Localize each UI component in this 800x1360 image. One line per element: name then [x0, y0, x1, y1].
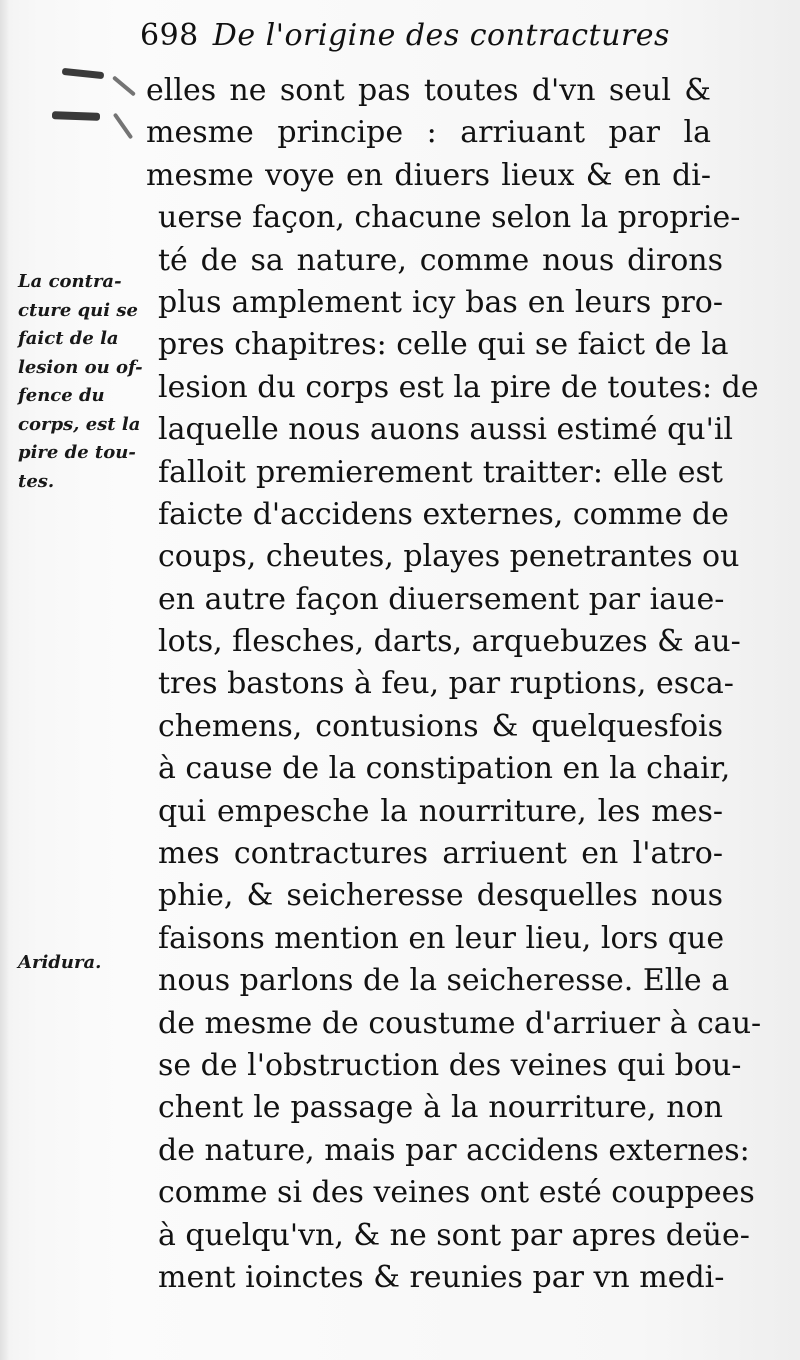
text-line: té de sa nature, comme nous dirons — [158, 242, 723, 278]
text-line: se de l'obstruction des veines qui bou- — [158, 1047, 742, 1083]
text-line: chent le passage à la nourriture, non — [158, 1090, 723, 1126]
margin-note-line: corps, est la — [18, 413, 141, 435]
margin-note-line: La contra- — [18, 271, 122, 292]
text-line: ment ioinctes & reunies par vn medi- — [158, 1259, 725, 1295]
running-title: De l'origine des contractures — [212, 18, 670, 53]
margin-note-line: faict de la — [18, 328, 119, 349]
text-line: de nature, mais par accidens externes: — [158, 1132, 750, 1168]
margin-note-line: cture qui se — [18, 299, 138, 321]
ink-stroke-mark — [52, 111, 100, 121]
text-line: lesion du corps est la pire de toutes: de — [158, 369, 759, 405]
text-line: à cause de la constipation en la chair, — [158, 751, 731, 787]
page-gutter-shadow — [0, 0, 10, 1360]
text-line: pres chapitres: celle qui se faict de la — [158, 327, 729, 363]
text-line: faicte d'accidens externes, comme de — [158, 496, 729, 532]
margin-note-lesion — [18, 268, 158, 496]
text-line: de mesme de coustume d'arriuer à cau- — [158, 1005, 762, 1041]
text-line: mes contractures arriuent en l'atro- — [158, 836, 723, 872]
text-line: mesme principe : arriuant par la — [146, 115, 711, 151]
body-text — [146, 70, 762, 1299]
text-line: qui empesche la nourriture, les mes- — [158, 793, 723, 829]
text-line: à quelqu'vn, & ne sont par apres deüe- — [158, 1217, 750, 1253]
text-line: laquelle nous auons aussi estimé qu'il — [158, 412, 734, 448]
text-line: comme si des veines ont esté couppees — [158, 1175, 755, 1211]
text-line: coups, cheutes, playes penetrantes ou — [158, 539, 740, 575]
text-line: elles ne sont pas toutes d'vn seul & — [146, 73, 711, 108]
text-line: mesme voye en diuers lieux & en di- — [146, 157, 711, 193]
margin-note-line: lesion ou of- — [18, 356, 143, 378]
text-line: chemens, contusions & quelquesfois — [158, 708, 723, 744]
margin-note-line: tes. — [18, 470, 55, 492]
text-line: phie, & seicheresse desquelles nous — [158, 878, 723, 914]
ink-stroke-mark — [112, 75, 136, 96]
running-head — [140, 18, 700, 76]
text-line: faisons mention en leur lieu, lors que — [158, 920, 725, 956]
text-line: nous parlons de la seicheresse. Elle a — [158, 963, 730, 999]
text-line: falloit premierement traitter: elle est — [158, 454, 723, 490]
margin-note-line: fence du — [18, 385, 105, 406]
text-line: plus amplement icy bas en leurs pro- — [158, 284, 723, 320]
text-line: uerse façon, chacune selon la proprie- — [158, 200, 741, 236]
text-line: lots, flesches, darts, arquebuzes & au- — [158, 624, 741, 660]
margin-note-line: pire de tou- — [18, 442, 136, 463]
margin-note-aridura: Aridura. — [18, 952, 102, 973]
text-line: tres bastons à feu, par ruptions, esca- — [158, 666, 734, 702]
text-line: en autre façon diuersement par iaue- — [158, 581, 725, 617]
ink-stroke-mark — [113, 113, 133, 140]
page-number: 698 — [140, 18, 199, 53]
ink-stroke-mark — [62, 68, 105, 79]
